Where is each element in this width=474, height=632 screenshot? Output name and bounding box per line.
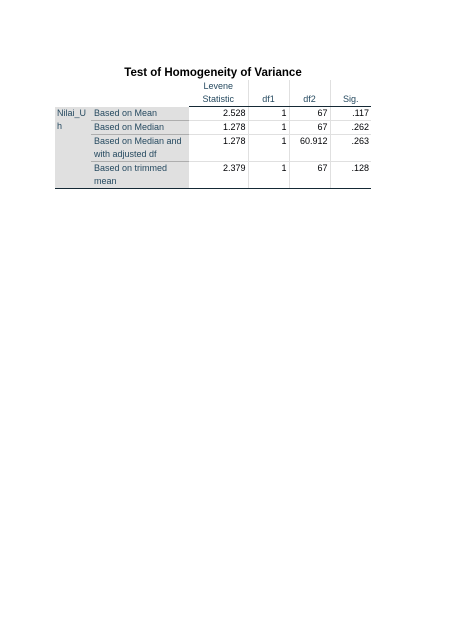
cell-levene: 2.379: [189, 162, 248, 189]
variable-label: Nilai_Uh: [55, 107, 91, 189]
table-row: [55, 121, 371, 135]
col-header-levene-line2: Statistic: [202, 94, 234, 104]
corner-cell: [91, 80, 189, 107]
cell-df1: 1: [248, 121, 289, 135]
cell-df2: 60.912: [289, 135, 330, 162]
row-label: Based on Mean: [91, 107, 189, 121]
table-row: [55, 107, 371, 121]
table-row: [55, 135, 371, 162]
table-row: [55, 162, 371, 189]
cell-levene: 1.278: [189, 135, 248, 162]
cell-sig: .262: [330, 121, 371, 135]
col-header-levene-line1: Levene: [203, 81, 234, 91]
cell-sig: .117: [330, 107, 371, 121]
col-header-df2: df2: [289, 80, 330, 107]
col-header-df1: df1: [248, 80, 289, 107]
homogeneity-table: [55, 80, 371, 189]
cell-sig: .128: [330, 162, 371, 189]
col-header-levene: [189, 80, 248, 107]
cell-df2: 67: [289, 121, 330, 135]
cell-df2: 67: [289, 107, 330, 121]
cell-df1: 1: [248, 107, 289, 121]
header-row: [55, 80, 371, 107]
spss-output-table: [55, 66, 371, 189]
col-header-sig: Sig.: [330, 80, 371, 107]
cell-levene: 1.278: [189, 121, 248, 135]
row-label: Based on Median and with adjusted df: [91, 135, 189, 162]
cell-levene: 2.528: [189, 107, 248, 121]
cell-df2: 67: [289, 162, 330, 189]
row-label: Based on trimmed mean: [91, 162, 189, 189]
cell-sig: .263: [330, 135, 371, 162]
table-title: Test of Homogeneity of Variance: [124, 67, 302, 79]
row-label: Based on Median: [91, 121, 189, 135]
corner-cell: [55, 80, 91, 107]
cell-df1: 1: [248, 162, 289, 189]
cell-df1: 1: [248, 135, 289, 162]
